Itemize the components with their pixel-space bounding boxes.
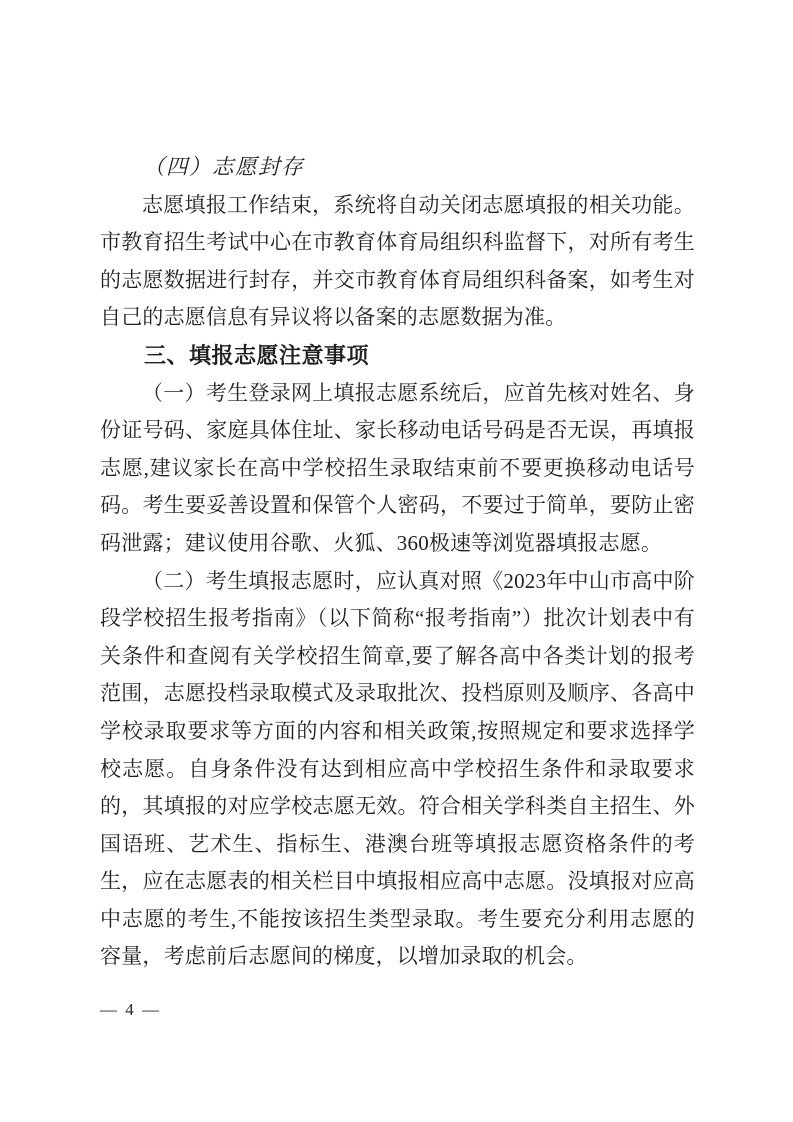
section-heading-fourth: （四）志愿封存 [143, 155, 305, 179]
section4-paragraph: 志愿填报工作结束，系统将自动关闭志愿填报的相关功能。市教育招生考试中心在市教育体育局组织科监督下，对所有考生的志愿数据进行封存，并交市教育体育局组织科备案，如考生对自己的志愿信息有异议将以备案的志愿数据为准。 [100, 192, 695, 330]
page-number: — 4 — [100, 1000, 161, 1019]
document-content [100, 149, 695, 976]
note-item-2: （二）考生填报志愿时，应认真对照《2023年中山市高中阶段学校招生报考指南》（以下简称“报考指南”）批次计划表中有关条件和查阅有关学校招生简章,要了解各高中各类计划的报考范围，志愿投档录取模式及录取批次、投档原则及顺序、各高中学校录取要求等方面的内容和相关政策,按照规定和要求选择学校志愿。自身条件没有达到相应高中学校招生条件和录取要求的，其填报的对应学校志愿无效。符合相关学科类自主招生、外国语班、艺术生、指标生、港澳台班等填报志愿资格条件的考生，应在志愿表的相关栏目中填报相应高中志愿。没填报对应高中志愿的考生,不能按该招生类型录取。考生要充分利用志愿的容量，考虑前后志愿间的梯度，以增加录取的机会。 [100, 568, 695, 969]
note-item-1: （一）考生登录网上填报志愿系统后，应首先核对姓名、身份证号码、家庭具体住址、家长移动电话号码是否无误，再填报志愿,建议家长在高中学校招生录取结束前不要更换移动电话号码。考生要妥善设置和保管个人密码，不要过于简单，要防止密码泄露；建议使用谷歌、火狐、360极速等浏览器填报志愿。 [100, 380, 695, 555]
section-heading-three: 三、填报志愿注意事项 [144, 342, 370, 368]
